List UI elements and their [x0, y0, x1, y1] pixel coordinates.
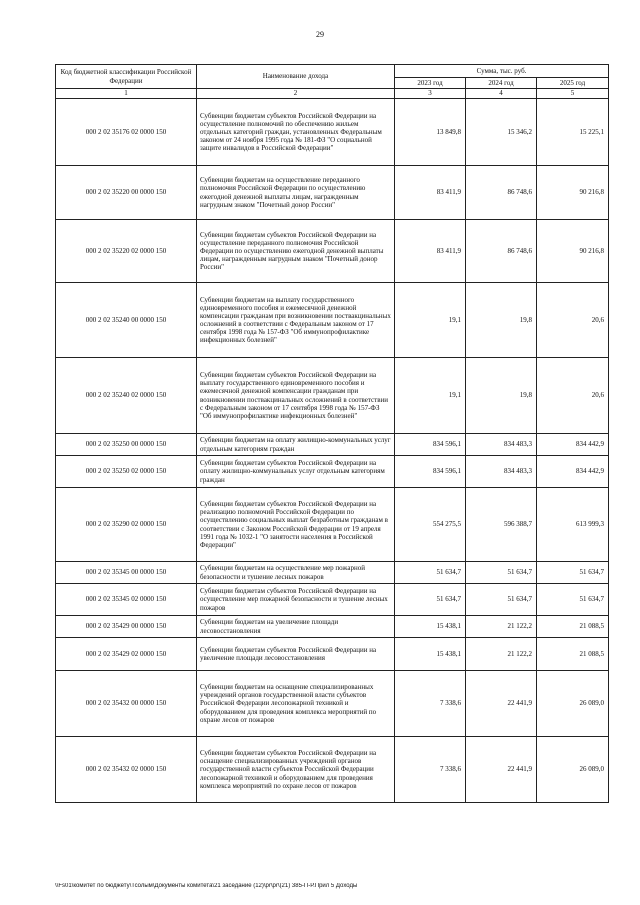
header-year-2023: 2023 год	[395, 78, 466, 89]
amount-2023: 834 596,1	[395, 456, 466, 488]
amount-2024: 834 483,3	[466, 434, 537, 456]
revenue-name: Субвенции бюджетам на осуществление переданного полномочия Российской Федерации по осуществлению ежегодной денежной выплаты лицам, награжденным нагрудным знаком "Почетный донор России"	[197, 166, 395, 220]
amount-2023: 554 275,5	[395, 488, 466, 562]
budget-code: 000 2 02 35250 00 0000 150	[56, 434, 197, 456]
revenue-name: Субвенции бюджетам на выплату государственного единовременного пособия и ежемесячной денежной компенсации гражданам при возникновении поствакцинальных осложнений в соответствии с Федеральным законом от 17 сентября 1998 года № 157-ФЗ "Об иммунопрофилактике инфекционных болезней"	[197, 283, 395, 358]
budget-code: 000 2 02 35290 02 0000 150	[56, 488, 197, 562]
table-row	[56, 434, 609, 456]
file-path-footer: \\Fs01\комитет по бюджету\Тсолым\Документы комитета\21 заседание (12)\pr\pr\(21) 385-П-Р.Прил 5 Доходы	[55, 883, 358, 889]
amount-2024: 596 388,7	[466, 488, 537, 562]
table-row	[56, 616, 609, 638]
budget-code: 000 2 02 35432 00 0000 150	[56, 671, 197, 737]
header-code: Код бюджетной классификации Российской Федерации	[56, 65, 197, 89]
table-row	[56, 638, 609, 671]
table-row	[56, 283, 609, 358]
amount-2024: 19,8	[466, 358, 537, 434]
budget-code: 000 2 02 35240 00 0000 150	[56, 283, 197, 358]
budget-code: 000 2 02 35345 02 0000 150	[56, 584, 197, 616]
revenue-name: Субвенции бюджетам субъектов Российской Федерации на осуществление полномочий по обеспечению жильем отдельных категорий граждан, установленных Федеральным законом от 24 ноября 1995 года № 181-ФЗ "О социальной защите инвалидов в Российской Федерации"	[197, 99, 395, 166]
budget-code: 000 2 02 35432 02 0000 150	[56, 737, 197, 803]
amount-2025: 613 999,3	[537, 488, 609, 562]
header-name: Наименование дохода	[197, 65, 395, 89]
table-row	[56, 358, 609, 434]
column-number: 2	[197, 89, 395, 99]
amount-2025: 21 088,5	[537, 616, 609, 638]
amount-2025: 90 216,8	[537, 166, 609, 220]
amount-2025: 26 089,0	[537, 737, 609, 803]
budget-code: 000 2 02 35240 02 0000 150	[56, 358, 197, 434]
revenue-name: Субвенции бюджетам субъектов Российской Федерации на оснащение специализированных учреждений органов государственной власти субъектов Российской Федерации лесопожарной техникой и оборудованием для проведения комплекса мероприятий по охране лесов от пожаров	[197, 737, 395, 803]
amount-2024: 22 441,9	[466, 737, 537, 803]
page-number: 29	[316, 30, 324, 39]
table-row	[56, 562, 609, 584]
budget-code: 000 2 02 35250 02 0000 150	[56, 456, 197, 488]
table-row	[56, 99, 609, 166]
table-row	[56, 671, 609, 737]
revenue-name: Субвенции бюджетам субъектов Российской Федерации на выплату государственного единовременного пособия и ежемесячной денежной компенсации гражданам при возникновении поствакцинальных осложнений в соответствии с Федеральным законом от 17 сентября 1998 года № 157-ФЗ "Об иммунопрофилактике инфекционных болезней"	[197, 358, 395, 434]
amount-2023: 15 438,1	[395, 638, 466, 671]
budget-code: 000 2 02 35429 00 0000 150	[56, 616, 197, 638]
table-row	[56, 220, 609, 283]
revenue-name: Субвенции бюджетам субъектов Российской Федерации на увеличение площади лесовосстановления	[197, 638, 395, 671]
amount-2024: 51 634,7	[466, 584, 537, 616]
revenue-name: Субвенции бюджетам субъектов Российской Федерации на реализацию полномочий Российской Федерации по осуществлению социальных выплат безработным гражданам в соответствии с Законом Российской Федерации от 19 апреля 1991 года № 1032-1 "О занятости населения в Российской Федерации"	[197, 488, 395, 562]
revenue-name: Субвенции бюджетам на оплату жилищно-коммунальных услуг отдельным категориям граждан	[197, 434, 395, 456]
header-year-2024: 2024 год	[466, 78, 537, 89]
table-row	[56, 488, 609, 562]
amount-2025: 15 225,1	[537, 99, 609, 166]
amount-2024: 86 748,6	[466, 220, 537, 283]
amount-2025: 51 634,7	[537, 562, 609, 584]
amount-2024: 834 483,3	[466, 456, 537, 488]
budget-code: 000 2 02 35176 02 0000 150	[56, 99, 197, 166]
revenue-name: Субвенции бюджетам субъектов Российской Федерации на оплату жилищно-коммунальных услуг отдельным категориям граждан	[197, 456, 395, 488]
amount-2023: 7 338,6	[395, 737, 466, 803]
revenue-name: Субвенции бюджетам на оснащение специализированных учреждений органов государственной власти субъектов Российской Федерации лесопожарной техникой и оборудованием для проведения комплекса мероприятий по охране лесов от пожаров	[197, 671, 395, 737]
table-row	[56, 456, 609, 488]
amount-2024: 19,8	[466, 283, 537, 358]
amount-2023: 51 634,7	[395, 584, 466, 616]
amount-2024: 22 441,9	[466, 671, 537, 737]
revenue-name: Субвенции бюджетам субъектов Российской Федерации на осуществление мер пожарной безопасности и тушение лесных пожаров	[197, 584, 395, 616]
amount-2024: 15 346,2	[466, 99, 537, 166]
budget-code: 000 2 02 35345 00 0000 150	[56, 562, 197, 584]
amount-2025: 21 088,5	[537, 638, 609, 671]
table-row	[56, 584, 609, 616]
amount-2025: 20,6	[537, 283, 609, 358]
amount-2023: 83 411,9	[395, 220, 466, 283]
amount-2023: 19,1	[395, 283, 466, 358]
amount-2023: 51 634,7	[395, 562, 466, 584]
revenue-name: Субвенции бюджетам субъектов Российской Федерации на осуществление переданного полномочия Российской Федерации по осуществлению ежегодной денежной выплаты лицам, награжденным нагрудным знаком "Почетный донор России"	[197, 220, 395, 283]
amount-2023: 13 849,8	[395, 99, 466, 166]
amount-2025: 834 442,9	[537, 456, 609, 488]
amount-2024: 51 634,7	[466, 562, 537, 584]
column-number: 1	[56, 89, 197, 99]
amount-2023: 19,1	[395, 358, 466, 434]
header-year-2025: 2025 год	[537, 78, 609, 89]
amount-2025: 20,6	[537, 358, 609, 434]
table-row	[56, 166, 609, 220]
amount-2025: 90 216,8	[537, 220, 609, 283]
column-number: 3	[395, 89, 466, 99]
header-sum: Сумма, тыс. руб.	[395, 65, 609, 78]
column-number-row	[56, 89, 609, 99]
table-row	[56, 737, 609, 803]
budget-code: 000 2 02 35429 02 0000 150	[56, 638, 197, 671]
amount-2023: 7 338,6	[395, 671, 466, 737]
amount-2023: 83 411,9	[395, 166, 466, 220]
amount-2025: 834 442,9	[537, 434, 609, 456]
revenue-name: Субвенции бюджетам на осуществление мер пожарной безопасности и тушение лесных пожаров	[197, 562, 395, 584]
budget-code: 000 2 02 35220 02 0000 150	[56, 220, 197, 283]
amount-2024: 86 748,6	[466, 166, 537, 220]
amount-2025: 51 634,7	[537, 584, 609, 616]
budget-revenue-table	[55, 64, 609, 803]
column-number: 5	[537, 89, 609, 99]
amount-2023: 15 438,1	[395, 616, 466, 638]
amount-2025: 26 089,0	[537, 671, 609, 737]
amount-2024: 21 122,2	[466, 638, 537, 671]
revenue-name: Субвенции бюджетам на увеличение площади лесовосстановления	[197, 616, 395, 638]
column-number: 4	[466, 89, 537, 99]
amount-2024: 21 122,2	[466, 616, 537, 638]
amount-2023: 834 596,1	[395, 434, 466, 456]
budget-code: 000 2 02 35220 00 0000 150	[56, 166, 197, 220]
